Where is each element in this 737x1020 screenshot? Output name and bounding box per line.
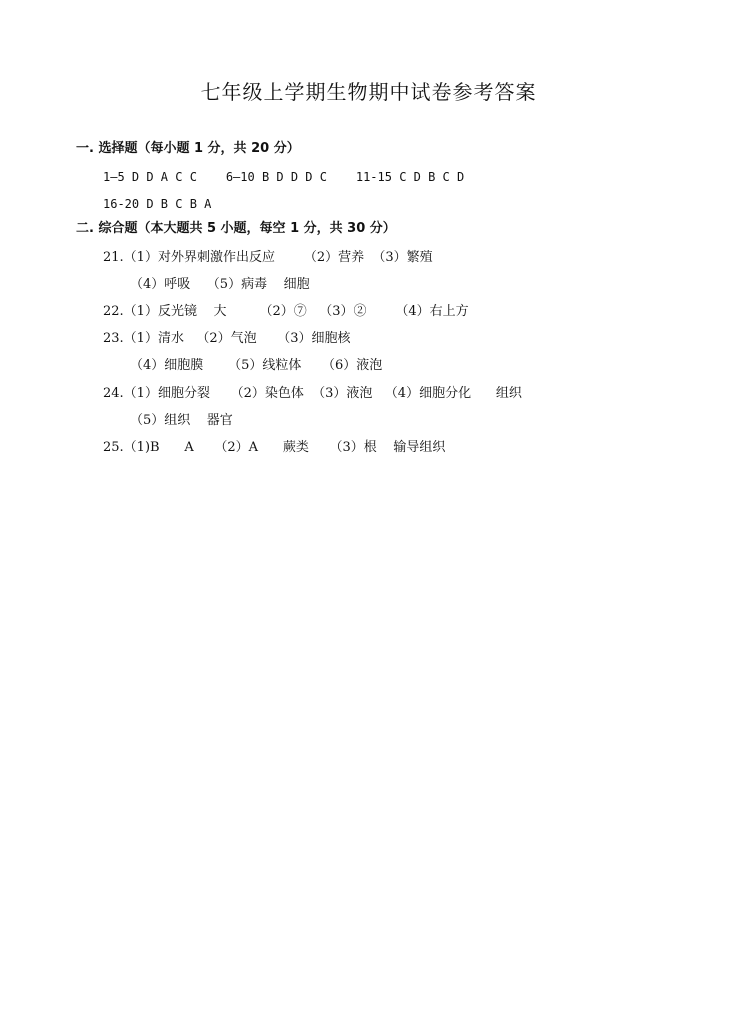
answer-21-line-1: 21.（1）对外界刺激作出反应 （2）营养 （3）繁殖 (103, 250, 433, 265)
section-2-heading: 二. 综合题（本大题共 5 小题，每空 1 分，共 30 分） (76, 221, 396, 236)
answer-25-line-1: 25.（1)B A （2）A 蕨类 （3）根 输导组织 (103, 440, 446, 455)
choice-answers-row-1: 1—5 D D A C C 6—10 B D D D C 11-15 C D B C D (103, 170, 465, 184)
answer-22-line-1: 22.（1）反光镜 大 （2）⑦ （3）② （4）右上方 (103, 304, 469, 319)
answer-21-line-2: （4）呼吸 （5）病毒 细胞 (130, 277, 310, 292)
answer-24-line-1: 24.（1）细胞分裂 （2）染色体 （3）液泡 （4）细胞分化 组织 (103, 386, 522, 401)
answer-24-line-2: （5）组织 器官 (130, 413, 233, 428)
section-1-heading: 一. 选择题（每小题 1 分，共 20 分） (76, 141, 300, 156)
page-title: 七年级上学期生物期中试卷参考答案 (200, 80, 537, 104)
answer-23-line-1: 23.（1）清水 （2）气泡 （3）细胞核 (103, 331, 351, 346)
answer-23-line-2: （4）细胞膜 （5）线粒体 （6）液泡 (130, 358, 383, 373)
choice-answers-row-2: 16-20 D B C B A (103, 197, 212, 211)
